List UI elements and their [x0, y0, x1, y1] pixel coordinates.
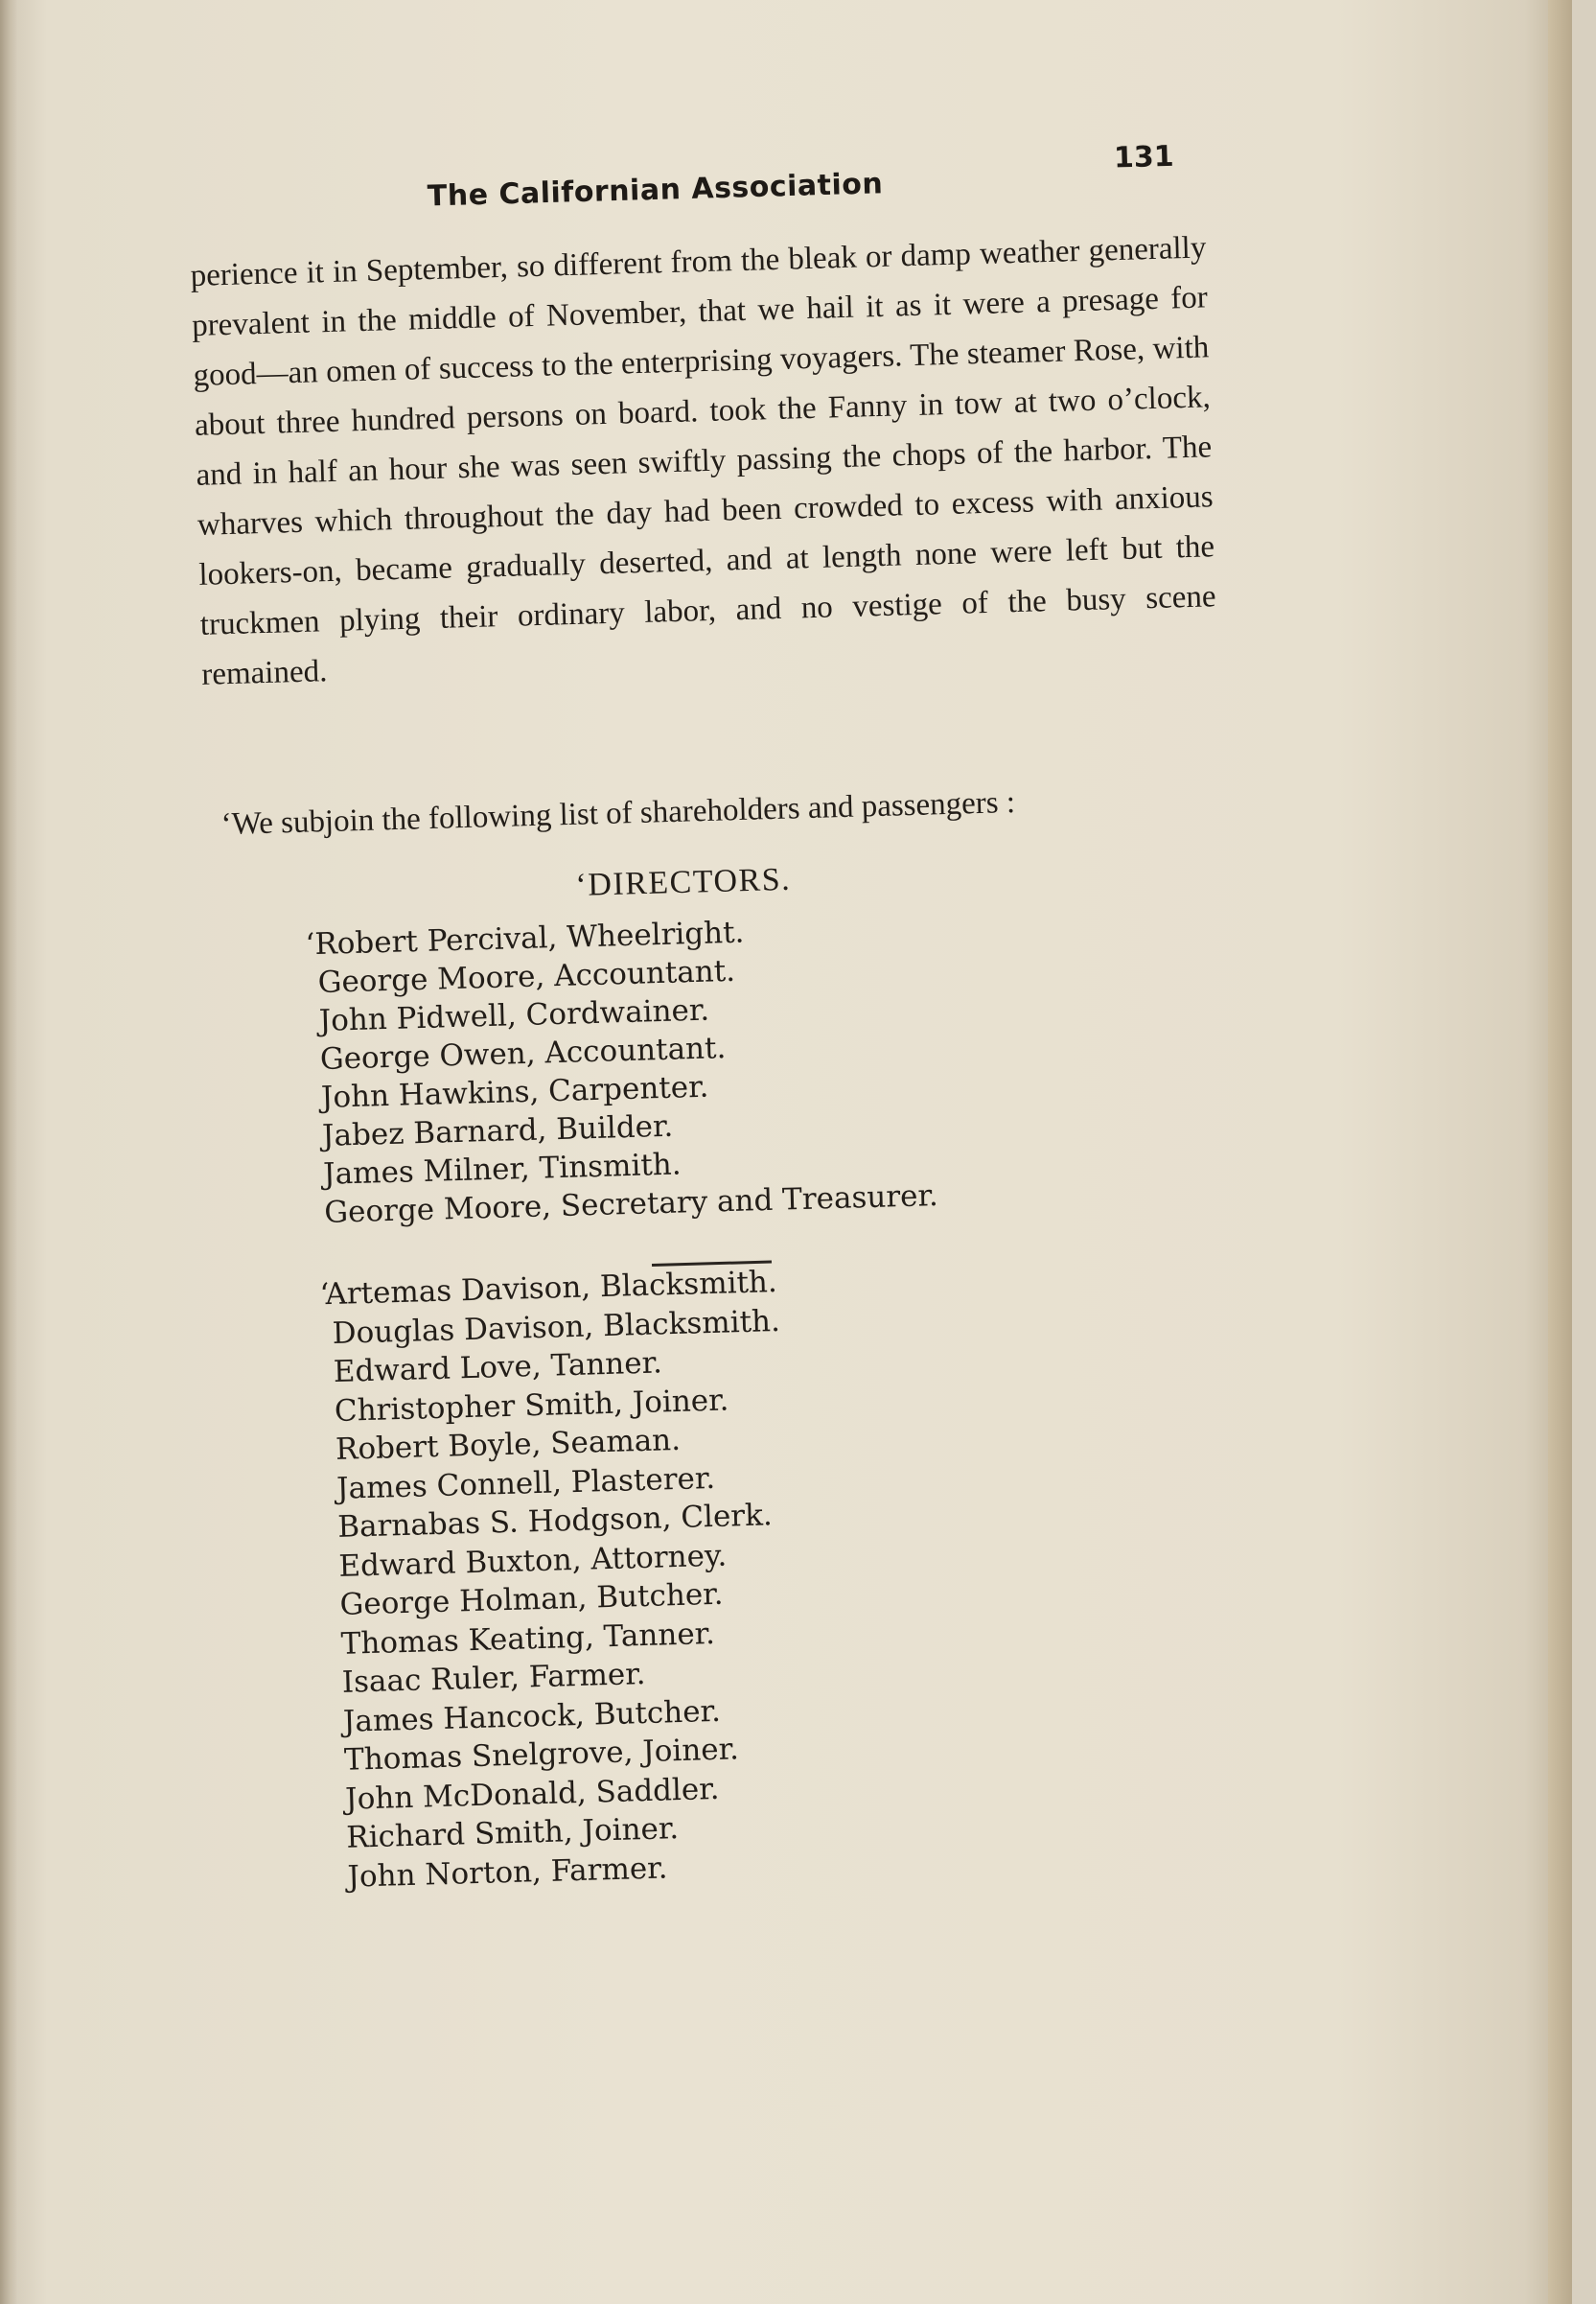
- list-item: Jabez Barnard, Builder.: [321, 1108, 674, 1153]
- list-item: John Hawkins, Carpenter.: [320, 1069, 709, 1115]
- list-item: Robert Boyle, Seaman.: [335, 1422, 682, 1467]
- list-item: Richard Smith, Joiner.: [345, 1811, 680, 1855]
- list-item: Christopher Smith, Joiner.: [334, 1382, 729, 1429]
- list-item: Thomas Snelgrove, Joiner.: [343, 1732, 740, 1778]
- page-edge: [1548, 0, 1572, 2304]
- page-header: [0, 128, 1573, 230]
- list-item: George Moore, Accountant.: [317, 953, 736, 1000]
- page-number: 131: [1113, 139, 1175, 175]
- list-item: George Holman, Butcher.: [339, 1576, 724, 1622]
- list-item: Barnabas S. Hodgson, Clerk.: [336, 1498, 774, 1545]
- list-item: James Hancock, Butcher.: [342, 1693, 722, 1739]
- list-item: James Milner, Tinsmith.: [322, 1147, 682, 1192]
- list-item: John Pidwell, Cordwainer.: [318, 992, 710, 1038]
- list-item: ‘Artemas Davison, Blacksmith.: [319, 1265, 778, 1313]
- directors-heading: ‘DIRECTORS.: [575, 861, 792, 903]
- list-item: John McDonald, Saddler.: [344, 1771, 720, 1817]
- list-item: John Norton, Farmer.: [347, 1850, 668, 1895]
- list-item: George Owen, Accountant.: [319, 1031, 727, 1077]
- list-item: James Connell, Plasterer.: [335, 1460, 716, 1506]
- list-item: Edward Love, Tanner.: [333, 1345, 663, 1389]
- running-head: The Californian Association: [427, 167, 884, 214]
- list-item: Thomas Keating, Tanner.: [340, 1616, 716, 1662]
- list-item: ‘Robert Percival, Wheelright.: [305, 915, 745, 963]
- body-paragraph-1: perience it in September, so different from the bleak or damp weather generally prevalent in the middle of November, that we hail it as it were a presage for good—an omen of success to the enterprising voyagers. The steamer Rose, with about three hundred persons on board. took the Fanny in tow at two o’clock, and in half an hour she was seen swiftly passing the chops of the harbor. The wharves which throughout the day had been crowded to excess with anxious lookers-on, became gradually deserted, and at length none were left but the truckmen plying their ordinary labor, and no vestige of the busy scene remained.: [190, 230, 1216, 692]
- directors-list: [305, 908, 939, 1232]
- list-item: George Moore, Secretary and Treasurer.: [323, 1178, 939, 1230]
- list-item: Edward Buxton, Attorney.: [337, 1538, 728, 1584]
- list-item: Isaac Ruler, Farmer.: [341, 1656, 646, 1700]
- page-binding-shadow: [0, 0, 17, 2304]
- body-paragraph-2: ‘We subjoin the following list of shareholders and passengers :: [220, 784, 1016, 843]
- passengers-list: [319, 1263, 796, 1897]
- list-item: Douglas Davison, Blacksmith.: [332, 1303, 781, 1351]
